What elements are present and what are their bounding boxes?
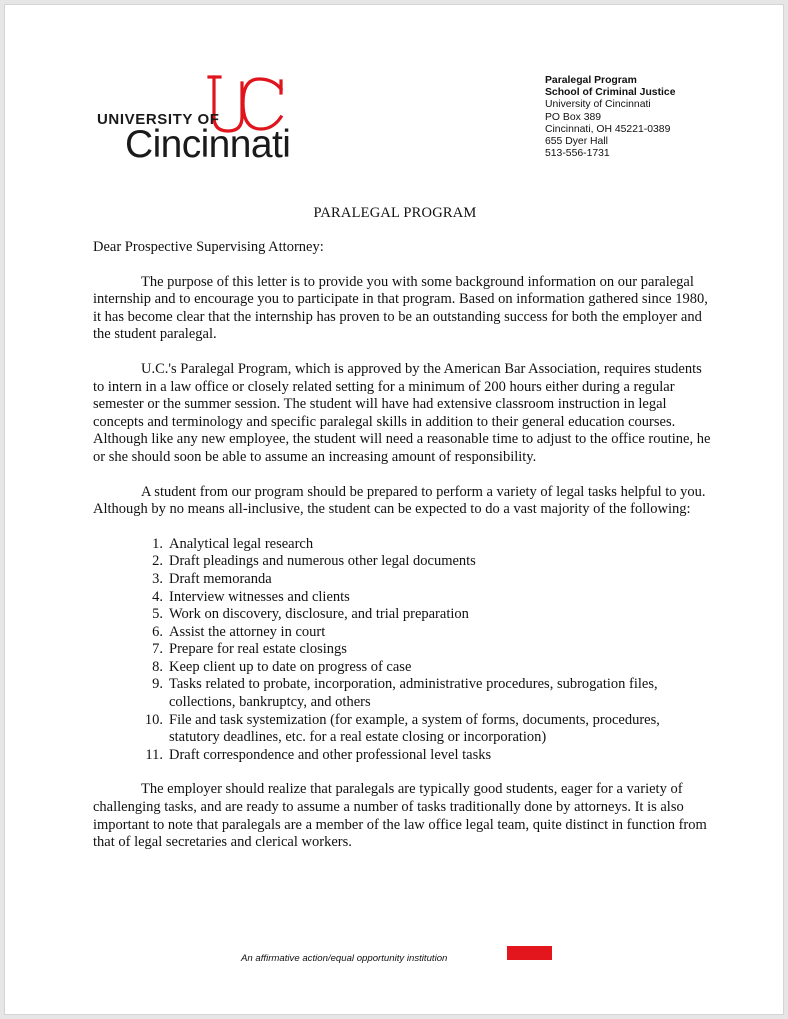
logo-university-of: UNIVERSITY OF [97, 111, 220, 128]
address-program: Paralegal Program [545, 75, 637, 86]
footer-disclaimer: An affirmative action/equal opportunity institution [241, 953, 448, 964]
list-item: 4. Interview witnesses and clients [152, 588, 350, 605]
logo-cincinnati: Cincinnati [125, 123, 291, 166]
university-logo [97, 73, 307, 165]
address-phone: 513-556-1731 [545, 148, 610, 160]
return-address [545, 75, 676, 160]
paragraph-program: U.C.'s Paralegal Program, which is approved by the American Bar Association, requires students to intern in a law office or closely related setting for a minimum of 200 hours either during a regular semester or the summer session. The student will have had extensive classroom instruction in legal concepts and terminology and specific paralegal skills in addition to their general education courses. Although like any new employee, the student will need a reasonable time to adjust to the office routine, he or she should soon be able to assume an increasing amount of responsibility. [93, 360, 711, 465]
paragraph-closing: The employer should realize that paralegals are typically good students, eager for a variety of challenging tasks, and are ready to assume a number of tasks traditionally done by attorneys. It is also important to note that paralegals are a member of the law office legal team, quite distinct in function from that of legal secretaries and clerical workers. [93, 781, 707, 851]
list-item: 5. Work on discovery, disclosure, and trial preparation [152, 606, 469, 623]
accent-bar [507, 946, 552, 960]
list-item: 11. Draft correspondence and other professional level tasks [145, 746, 492, 763]
letter-body [93, 239, 713, 869]
list-item: 8. Keep client up to date on progress of case [152, 658, 412, 675]
paragraph-intro: The purpose of this letter is to provide you with some background information on our paralegal internship and to encourage you to participate in that program. Based on information gathered since 1980, it has become clear that the internship has proven to be an outstanding success for both the employer and the student paralegal. [93, 273, 708, 343]
address-school: School of Criminal Justice [545, 87, 676, 99]
task-list [93, 536, 713, 765]
list-item: 3. Draft memoranda [152, 570, 272, 587]
list-item: 7. Prepare for real estate closings [152, 641, 347, 658]
page-title: PARALEGAL PROGRAM [313, 205, 477, 221]
address-university: University of Cincinnati [545, 99, 651, 111]
list-item: 2. Draft pleadings and numerous other legal documents [152, 553, 476, 570]
list-item: 9. Tasks related to probate, incorporation, administrative procedures, subrogation files, collections, bankruptcy, and others [152, 676, 658, 711]
address-building: 655 Dyer Hall [545, 136, 608, 148]
paragraph-tasks-intro: A student from our program should be prepared to perform a variety of legal tasks helpful to you. Although by no means all-inclusive, the student can be expected to do a vast majority of the following: [93, 483, 706, 518]
salutation: Dear Prospective Supervising Attorney: [93, 239, 324, 255]
list-item: 10. File and task systemization (for example, a system of forms, documents, procedures, statutory deadlines, etc. for a real estate closing or incorporation) [144, 711, 660, 746]
address-city: Cincinnati, OH 45221-0389 [545, 123, 671, 135]
list-item: 6. Assist the attorney in court [152, 623, 326, 640]
letter-page [4, 4, 784, 1015]
list-item: 1. Analytical legal research [152, 535, 314, 552]
address-po-box: PO Box 389 [545, 111, 602, 123]
